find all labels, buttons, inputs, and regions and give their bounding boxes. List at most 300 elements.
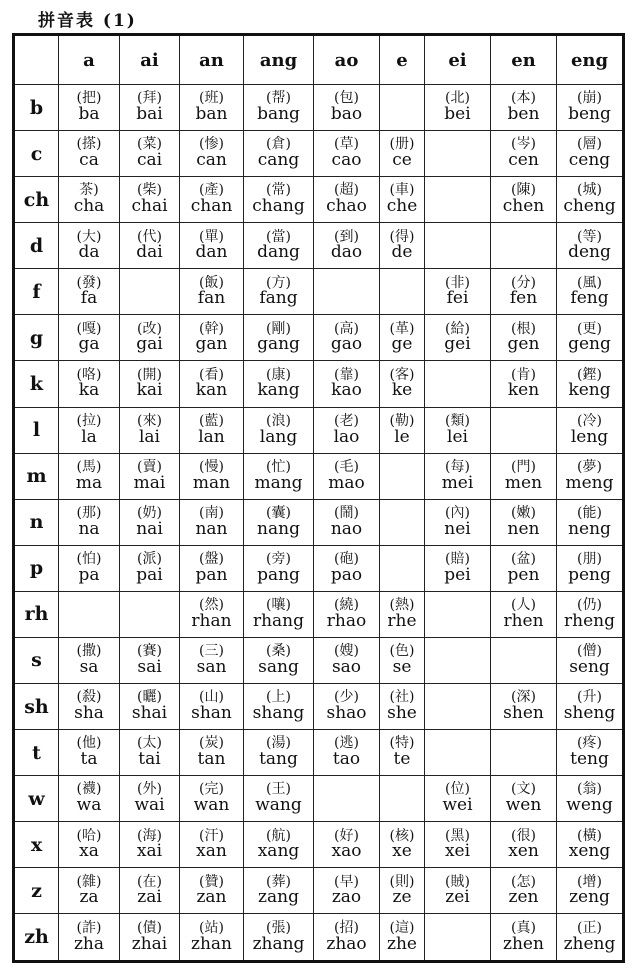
table-row — [14, 545, 624, 591]
syllable-cell — [59, 361, 120, 407]
pinyin-syllable: pai — [136, 564, 163, 585]
pinyin-syllable: nao — [330, 518, 363, 539]
pinyin-syllable: sa — [79, 656, 99, 677]
syllable-cell — [244, 822, 314, 868]
syllable-cell — [244, 545, 314, 591]
syllable-cell — [120, 315, 180, 361]
example-character: (好) — [334, 827, 359, 844]
syllable-cell — [180, 914, 244, 962]
example-character: (哈) — [76, 827, 102, 844]
syllable-cell — [180, 822, 244, 868]
pinyin-syllable: cheng — [563, 196, 616, 217]
syllable-cell — [120, 499, 180, 545]
syllable-cell — [380, 177, 425, 223]
syllable-cell — [244, 223, 314, 269]
example-character: (外) — [137, 781, 162, 798]
example-character: (站) — [199, 919, 224, 936]
syllable-cell — [491, 131, 557, 177]
example-character: (葬) — [266, 873, 291, 890]
example-character: (炭) — [199, 735, 224, 752]
syllable-cell — [557, 315, 624, 361]
pinyin-syllable: ceng — [568, 150, 611, 171]
example-character: (更) — [577, 320, 602, 337]
pinyin-syllable: xang — [257, 841, 300, 862]
pinyin-syllable: san — [196, 656, 227, 677]
syllable-cell — [491, 223, 557, 269]
example-character: (咯) — [76, 366, 102, 383]
pinyin-syllable: xen — [508, 841, 539, 862]
example-character: (囊) — [266, 504, 291, 521]
syllable-cell — [59, 868, 120, 914]
syllable-cell — [491, 637, 557, 683]
pinyin-syllable: shang — [252, 702, 305, 723]
example-character: (柴) — [137, 182, 162, 199]
example-character: (內) — [445, 504, 470, 521]
example-character: (每) — [445, 458, 470, 475]
pinyin-syllable: rhan — [191, 610, 232, 631]
example-character: (夢) — [577, 458, 602, 475]
final-header-an: an — [180, 35, 244, 85]
example-character: (真) — [511, 919, 536, 936]
syllable-cell — [380, 453, 425, 499]
syllable-cell — [314, 499, 380, 545]
example-character: (海) — [137, 827, 162, 844]
example-character: (旁) — [266, 551, 291, 568]
example-character: (盤) — [199, 551, 224, 568]
syllable-cell — [491, 591, 557, 637]
syllable-cell — [314, 131, 380, 177]
pinyin-syllable: rhang — [252, 610, 305, 631]
syllable-cell — [244, 914, 314, 962]
example-character: (雜) — [76, 873, 102, 890]
syllable-cell — [59, 499, 120, 545]
syllable-cell — [120, 545, 180, 591]
pinyin-syllable: shai — [131, 702, 168, 723]
syllable-cell — [180, 315, 244, 361]
syllable-cell — [120, 868, 180, 914]
syllable-cell — [491, 361, 557, 407]
syllable-cell — [59, 453, 120, 499]
syllable-cell — [244, 591, 314, 637]
syllable-cell — [425, 591, 491, 637]
pinyin-syllable: chao — [326, 196, 367, 217]
pinyin-table — [12, 33, 625, 963]
pinyin-syllable: nei — [444, 518, 471, 539]
syllable-cell — [557, 822, 624, 868]
initial-label-z: z — [14, 868, 59, 914]
syllable-cell — [180, 131, 244, 177]
pinyin-syllable: ben — [507, 103, 540, 124]
syllable-cell — [314, 269, 380, 315]
pinyin-syllable: pang — [257, 564, 300, 585]
syllable-cell — [557, 545, 624, 591]
pinyin-syllable: zan — [196, 887, 227, 908]
syllable-cell — [425, 776, 491, 822]
syllable-cell — [59, 684, 120, 730]
syllable-cell — [491, 85, 557, 131]
syllable-cell — [120, 453, 180, 499]
final-header-a: a — [59, 35, 120, 85]
example-character: (改) — [137, 320, 162, 337]
example-character: (曬) — [137, 689, 162, 706]
example-character: (正) — [577, 919, 602, 936]
syllable-cell — [425, 407, 491, 453]
syllable-cell — [180, 730, 244, 776]
syllable-cell — [59, 914, 120, 962]
syllable-cell — [380, 131, 425, 177]
example-character: (常) — [266, 182, 291, 199]
example-character: (搽) — [76, 136, 102, 153]
table-row — [14, 637, 624, 683]
pinyin-syllable: tan — [197, 749, 226, 770]
pinyin-syllable: tai — [138, 749, 161, 770]
syllable-cell — [244, 730, 314, 776]
syllable-cell — [380, 684, 425, 730]
pinyin-syllable: le — [394, 426, 410, 447]
syllable-cell — [425, 131, 491, 177]
pinyin-syllable: zhe — [387, 933, 417, 954]
syllable-cell — [491, 868, 557, 914]
pinyin-syllable: leng — [570, 426, 609, 447]
syllable-cell — [425, 684, 491, 730]
pinyin-syllable: fen — [509, 288, 538, 309]
pinyin-syllable: ka — [78, 380, 100, 401]
syllable-cell — [59, 269, 120, 315]
pinyin-syllable: sai — [137, 656, 162, 677]
example-character: (人) — [511, 597, 536, 614]
example-character: (怎) — [511, 873, 536, 890]
syllable-cell — [244, 177, 314, 223]
pinyin-syllable: ma — [75, 472, 103, 493]
pinyin-syllable: dan — [195, 242, 228, 263]
table-row — [14, 85, 624, 131]
example-character: (這) — [389, 919, 415, 936]
syllable-cell — [380, 361, 425, 407]
syllable-cell — [380, 637, 425, 683]
pinyin-syllable: sha — [74, 702, 104, 723]
example-character: (熱) — [389, 597, 415, 614]
syllable-cell — [380, 591, 425, 637]
syllable-cell — [314, 684, 380, 730]
pinyin-syllable: nang — [257, 518, 300, 539]
pinyin-syllable: gan — [195, 334, 228, 355]
syllable-cell — [314, 361, 380, 407]
syllable-cell — [120, 361, 180, 407]
syllable-cell — [491, 684, 557, 730]
syllable-cell — [59, 822, 120, 868]
example-character: (當) — [266, 228, 291, 245]
example-character: (嫩) — [511, 504, 536, 521]
syllable-cell — [244, 361, 314, 407]
example-character: (大) — [76, 228, 102, 245]
syllable-cell — [120, 177, 180, 223]
example-character: (藍) — [199, 412, 224, 429]
pinyin-syllable: mei — [441, 472, 474, 493]
syllable-cell — [59, 407, 120, 453]
syllable-cell — [244, 776, 314, 822]
syllable-cell — [120, 131, 180, 177]
pinyin-syllable: rhen — [503, 610, 544, 631]
example-character: (嚷) — [266, 597, 291, 614]
syllable-cell — [557, 914, 624, 962]
pinyin-syllable: fa — [80, 288, 98, 309]
pinyin-syllable: pei — [444, 564, 471, 585]
table-row — [14, 684, 624, 730]
example-character: (得) — [389, 228, 415, 245]
pinyin-syllable: neng — [568, 518, 611, 539]
example-character: (王) — [266, 781, 291, 798]
example-character: (靠) — [334, 366, 359, 383]
syllable-cell — [380, 269, 425, 315]
pinyin-syllable: geng — [568, 334, 611, 355]
initial-label-m: m — [14, 453, 59, 499]
pinyin-syllable: wan — [193, 795, 230, 816]
example-character: (南) — [199, 504, 224, 521]
pinyin-syllable: zai — [137, 887, 162, 908]
syllable-cell — [180, 361, 244, 407]
pinyin-syllable: cen — [508, 150, 539, 171]
syllable-cell — [380, 499, 425, 545]
example-character: (僧) — [577, 643, 602, 660]
pinyin-syllable: xai — [136, 841, 163, 862]
pinyin-syllable: weng — [566, 795, 613, 816]
pinyin-syllable: de — [391, 242, 413, 263]
pinyin-syllable: sang — [258, 656, 299, 677]
pinyin-syllable: xei — [444, 841, 471, 862]
syllable-cell — [314, 545, 380, 591]
example-character: (他) — [76, 735, 102, 752]
example-character: (位) — [445, 781, 470, 798]
example-character: (山) — [199, 689, 224, 706]
pinyin-syllable: chai — [131, 196, 168, 217]
pinyin-syllable: shan — [191, 702, 232, 723]
syllable-cell — [120, 269, 180, 315]
pinyin-syllable: wang — [255, 795, 302, 816]
syllable-cell — [314, 315, 380, 361]
example-character: (很) — [511, 827, 536, 844]
syllable-cell — [314, 177, 380, 223]
syllable-cell — [180, 776, 244, 822]
example-character: (層) — [577, 136, 602, 153]
pinyin-syllable: fei — [446, 288, 469, 309]
example-character: (發) — [76, 274, 102, 291]
syllable-cell — [59, 85, 120, 131]
pinyin-syllable: ba — [78, 103, 100, 124]
pinyin-syllable: xao — [331, 841, 362, 862]
example-character: (疼) — [577, 735, 602, 752]
syllable-cell — [491, 730, 557, 776]
example-character: (賽) — [137, 643, 162, 660]
example-character: (康) — [266, 366, 291, 383]
example-character: (太) — [137, 735, 162, 752]
example-character: (賣) — [137, 458, 162, 475]
example-character: (在) — [137, 873, 162, 890]
example-character: (分) — [511, 274, 536, 291]
example-character: (翁) — [577, 781, 602, 798]
syllable-cell — [557, 776, 624, 822]
syllable-cell — [491, 776, 557, 822]
syllable-cell — [557, 131, 624, 177]
pinyin-syllable: cha — [73, 196, 105, 217]
syllable-cell — [425, 499, 491, 545]
syllable-cell — [314, 637, 380, 683]
example-character: (超) — [334, 182, 359, 199]
pinyin-syllable: lai — [138, 426, 160, 447]
pinyin-syllable: ce — [392, 150, 412, 171]
example-character: (忙) — [266, 458, 291, 475]
syllable-cell — [180, 499, 244, 545]
pinyin-syllable: chang — [252, 196, 305, 217]
corner-cell — [14, 35, 59, 85]
syllable-cell — [380, 868, 425, 914]
syllable-cell — [180, 453, 244, 499]
syllable-cell — [59, 637, 120, 683]
example-character: (包) — [334, 90, 359, 107]
syllable-cell — [557, 730, 624, 776]
syllable-cell — [425, 868, 491, 914]
syllable-cell — [314, 85, 380, 131]
example-character: (菜) — [137, 136, 162, 153]
example-character: (招) — [334, 919, 359, 936]
pinyin-syllable: zeng — [569, 887, 610, 908]
example-character: (勒) — [389, 412, 415, 429]
pinyin-syllable: zen — [508, 887, 539, 908]
initial-label-c: c — [14, 131, 59, 177]
example-character: (代) — [137, 228, 162, 245]
syllable-cell — [425, 223, 491, 269]
example-character: (門) — [511, 458, 536, 475]
example-character: (城) — [577, 182, 602, 199]
example-character: (嫂) — [334, 643, 359, 660]
final-header-ai: ai — [120, 35, 180, 85]
pinyin-syllable: chan — [190, 196, 233, 217]
syllable-cell — [380, 822, 425, 868]
syllable-cell — [557, 684, 624, 730]
pinyin-syllable: cang — [257, 150, 300, 171]
pinyin-syllable: man — [192, 472, 231, 493]
example-character: (飯) — [199, 274, 224, 291]
pinyin-syllable: kang — [257, 380, 300, 401]
example-character: (類) — [445, 412, 470, 429]
pinyin-syllable: gang — [257, 334, 300, 355]
pinyin-syllable: keng — [568, 380, 611, 401]
pinyin-syllable: dao — [330, 242, 363, 263]
table-row — [14, 453, 624, 499]
syllable-cell — [491, 822, 557, 868]
syllable-cell — [314, 822, 380, 868]
example-character: (詐) — [76, 919, 102, 936]
syllable-cell — [425, 822, 491, 868]
example-character: (册) — [389, 136, 415, 153]
pinyin-syllable: mai — [133, 472, 166, 493]
pinyin-syllable: rheng — [564, 610, 615, 631]
example-character: (朋) — [577, 551, 602, 568]
syllable-cell — [59, 730, 120, 776]
pinyin-syllable: wen — [505, 795, 542, 816]
syllable-cell — [314, 453, 380, 499]
pinyin-syllable: gao — [330, 334, 363, 355]
pinyin-syllable: rhe — [387, 610, 417, 631]
syllable-cell — [180, 591, 244, 637]
example-character: (班) — [199, 90, 224, 107]
pinyin-syllable: wai — [134, 795, 165, 816]
pinyin-syllable: xa — [79, 841, 99, 862]
example-character: (馬) — [76, 458, 102, 475]
syllable-cell — [180, 177, 244, 223]
example-character: (桑) — [266, 643, 291, 660]
syllable-cell — [120, 407, 180, 453]
syllable-cell — [180, 637, 244, 683]
example-character: (本) — [511, 90, 536, 107]
syllable-cell — [120, 914, 180, 962]
pinyin-syllable: can — [196, 150, 227, 171]
syllable-cell — [425, 914, 491, 962]
pinyin-syllable: dai — [136, 242, 163, 263]
initial-label-p: p — [14, 545, 59, 591]
table-row — [14, 776, 624, 822]
table-row — [14, 269, 624, 315]
pinyin-syllable: ze — [392, 887, 412, 908]
pinyin-syllable: bang — [257, 103, 300, 124]
pinyin-syllable: lan — [198, 426, 225, 447]
example-character: (幹) — [199, 320, 224, 337]
pinyin-syllable: mao — [328, 472, 365, 493]
final-header-e: e — [380, 35, 425, 85]
example-character: (逃) — [334, 735, 359, 752]
pinyin-syllable: zheng — [563, 933, 616, 954]
example-character: (則) — [389, 873, 415, 890]
initial-label-x: x — [14, 822, 59, 868]
syllable-cell — [425, 177, 491, 223]
pinyin-syllable: te — [393, 749, 411, 770]
pinyin-syllable: bai — [136, 103, 163, 124]
example-character: (客) — [389, 366, 415, 383]
initial-label-sh: sh — [14, 684, 59, 730]
syllable-cell — [380, 315, 425, 361]
syllable-cell — [180, 868, 244, 914]
syllable-cell — [120, 822, 180, 868]
pinyin-syllable: fan — [197, 288, 226, 309]
table-row — [14, 177, 624, 223]
syllable-cell — [244, 407, 314, 453]
syllable-cell — [180, 223, 244, 269]
pinyin-syllable: ta — [80, 749, 98, 770]
pinyin-syllable: deng — [568, 242, 611, 263]
initial-label-ch: ch — [14, 177, 59, 223]
syllable-cell — [244, 499, 314, 545]
initial-label-l: l — [14, 407, 59, 453]
syllable-cell — [557, 85, 624, 131]
syllable-cell — [380, 407, 425, 453]
pinyin-syllable: nai — [136, 518, 163, 539]
syllable-cell — [491, 499, 557, 545]
example-character: (拜) — [137, 90, 162, 107]
initial-label-b: b — [14, 85, 59, 131]
example-character: (陳) — [511, 182, 536, 199]
syllable-cell — [557, 361, 624, 407]
syllable-cell — [59, 223, 120, 269]
pinyin-syllable: ken — [507, 380, 540, 401]
syllable-cell — [314, 407, 380, 453]
example-character: (賊) — [445, 873, 470, 890]
pinyin-syllable: sao — [331, 656, 362, 677]
syllable-cell — [244, 85, 314, 131]
syllable-cell — [120, 85, 180, 131]
syllable-cell — [180, 545, 244, 591]
pinyin-syllable: zhai — [131, 933, 168, 954]
pinyin-syllable: shen — [503, 702, 544, 723]
example-character: (方) — [266, 274, 291, 291]
